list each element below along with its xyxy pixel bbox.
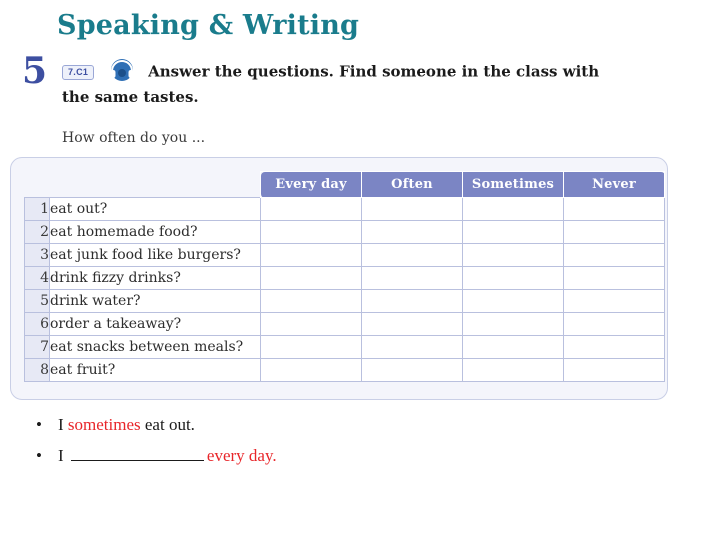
table-header-every-day: Every day — [261, 172, 362, 198]
row-number: 1 — [25, 198, 50, 221]
answer-cell-often[interactable] — [362, 221, 463, 244]
answer-cell-never[interactable] — [564, 290, 665, 313]
answer-cell-never[interactable] — [564, 198, 665, 221]
example-1-pre: I — [58, 415, 68, 434]
answer-cell-sometimes[interactable] — [463, 359, 564, 382]
questions-table — [24, 171, 665, 382]
answer-cell-never[interactable] — [564, 313, 665, 336]
row-question: drink water? — [50, 290, 261, 313]
example-2-highlight: every day. — [206, 446, 277, 465]
fill-in-blank[interactable] — [71, 446, 204, 461]
list-item — [36, 415, 636, 435]
answer-cell-sometimes[interactable] — [463, 336, 564, 359]
task-text-line2: the same tastes. — [62, 88, 199, 106]
questions-panel — [10, 157, 668, 400]
row-question: eat junk food like burgers? — [50, 244, 261, 267]
answer-cell-every-day[interactable] — [261, 267, 362, 290]
bullet-icon: • — [36, 415, 42, 434]
row-question: order a takeaway? — [50, 313, 261, 336]
task-instruction — [62, 58, 662, 87]
row-number: 5 — [25, 290, 50, 313]
row-number: 3 — [25, 244, 50, 267]
list-item — [36, 446, 636, 466]
table-header-sometimes: Sometimes — [463, 172, 564, 198]
answer-cell-often[interactable] — [362, 198, 463, 221]
table-row — [25, 244, 665, 267]
answer-cell-sometimes[interactable] — [463, 290, 564, 313]
answer-cell-often[interactable] — [362, 359, 463, 382]
row-question: eat fruit? — [50, 359, 261, 382]
answer-cell-sometimes[interactable] — [463, 313, 564, 336]
table-header-never: Never — [564, 172, 665, 198]
answer-cell-never[interactable] — [564, 267, 665, 290]
example-1-highlight: sometimes — [67, 415, 141, 434]
answer-cell-sometimes[interactable] — [463, 221, 564, 244]
example-sentences — [36, 415, 636, 477]
answer-cell-often[interactable] — [362, 267, 463, 290]
answer-cell-every-day[interactable] — [261, 290, 362, 313]
row-question: eat snacks between meals? — [50, 336, 261, 359]
answer-cell-often[interactable] — [362, 290, 463, 313]
table-header-blank-num — [25, 172, 50, 198]
row-number: 8 — [25, 359, 50, 382]
row-question: drink fizzy drinks? — [50, 267, 261, 290]
exercise-code-badge: 7.C1 — [62, 65, 94, 80]
answer-cell-never[interactable] — [564, 221, 665, 244]
row-number: 2 — [25, 221, 50, 244]
answer-cell-every-day[interactable] — [261, 221, 362, 244]
table-row — [25, 198, 665, 221]
table-row — [25, 336, 665, 359]
answer-cell-sometimes[interactable] — [463, 244, 564, 267]
table-header-blank-question — [50, 172, 261, 198]
page-title: Speaking & Writing — [57, 10, 360, 41]
question-prompt: How often do you ... — [62, 130, 206, 146]
answer-cell-sometimes[interactable] — [463, 267, 564, 290]
table-row — [25, 267, 665, 290]
example-2-pre: I — [58, 446, 68, 465]
answer-cell-often[interactable] — [362, 336, 463, 359]
answer-cell-often[interactable] — [362, 244, 463, 267]
row-number: 6 — [25, 313, 50, 336]
row-question: eat homemade food? — [50, 221, 261, 244]
row-number: 4 — [25, 267, 50, 290]
headphones-icon — [107, 58, 137, 87]
answer-cell-every-day[interactable] — [261, 359, 362, 382]
bullet-icon: • — [36, 446, 42, 465]
answer-cell-every-day[interactable] — [261, 244, 362, 267]
answer-cell-never[interactable] — [564, 244, 665, 267]
answer-cell-never[interactable] — [564, 336, 665, 359]
example-1-post: eat out. — [140, 415, 195, 434]
answer-cell-never[interactable] — [564, 359, 665, 382]
answer-cell-every-day[interactable] — [261, 336, 362, 359]
table-header-row — [25, 172, 665, 198]
exercise-number: 5 — [22, 50, 48, 92]
table-row — [25, 221, 665, 244]
task-text-line1: Answer the questions. Find someone in the class with — [148, 62, 600, 81]
answer-cell-every-day[interactable] — [261, 198, 362, 221]
table-row — [25, 313, 665, 336]
answer-cell-sometimes[interactable] — [463, 198, 564, 221]
table-row — [25, 290, 665, 313]
table-header-often: Often — [362, 172, 463, 198]
row-number: 7 — [25, 336, 50, 359]
table-row — [25, 359, 665, 382]
answer-cell-every-day[interactable] — [261, 313, 362, 336]
row-question: eat out? — [50, 198, 261, 221]
answer-cell-often[interactable] — [362, 313, 463, 336]
